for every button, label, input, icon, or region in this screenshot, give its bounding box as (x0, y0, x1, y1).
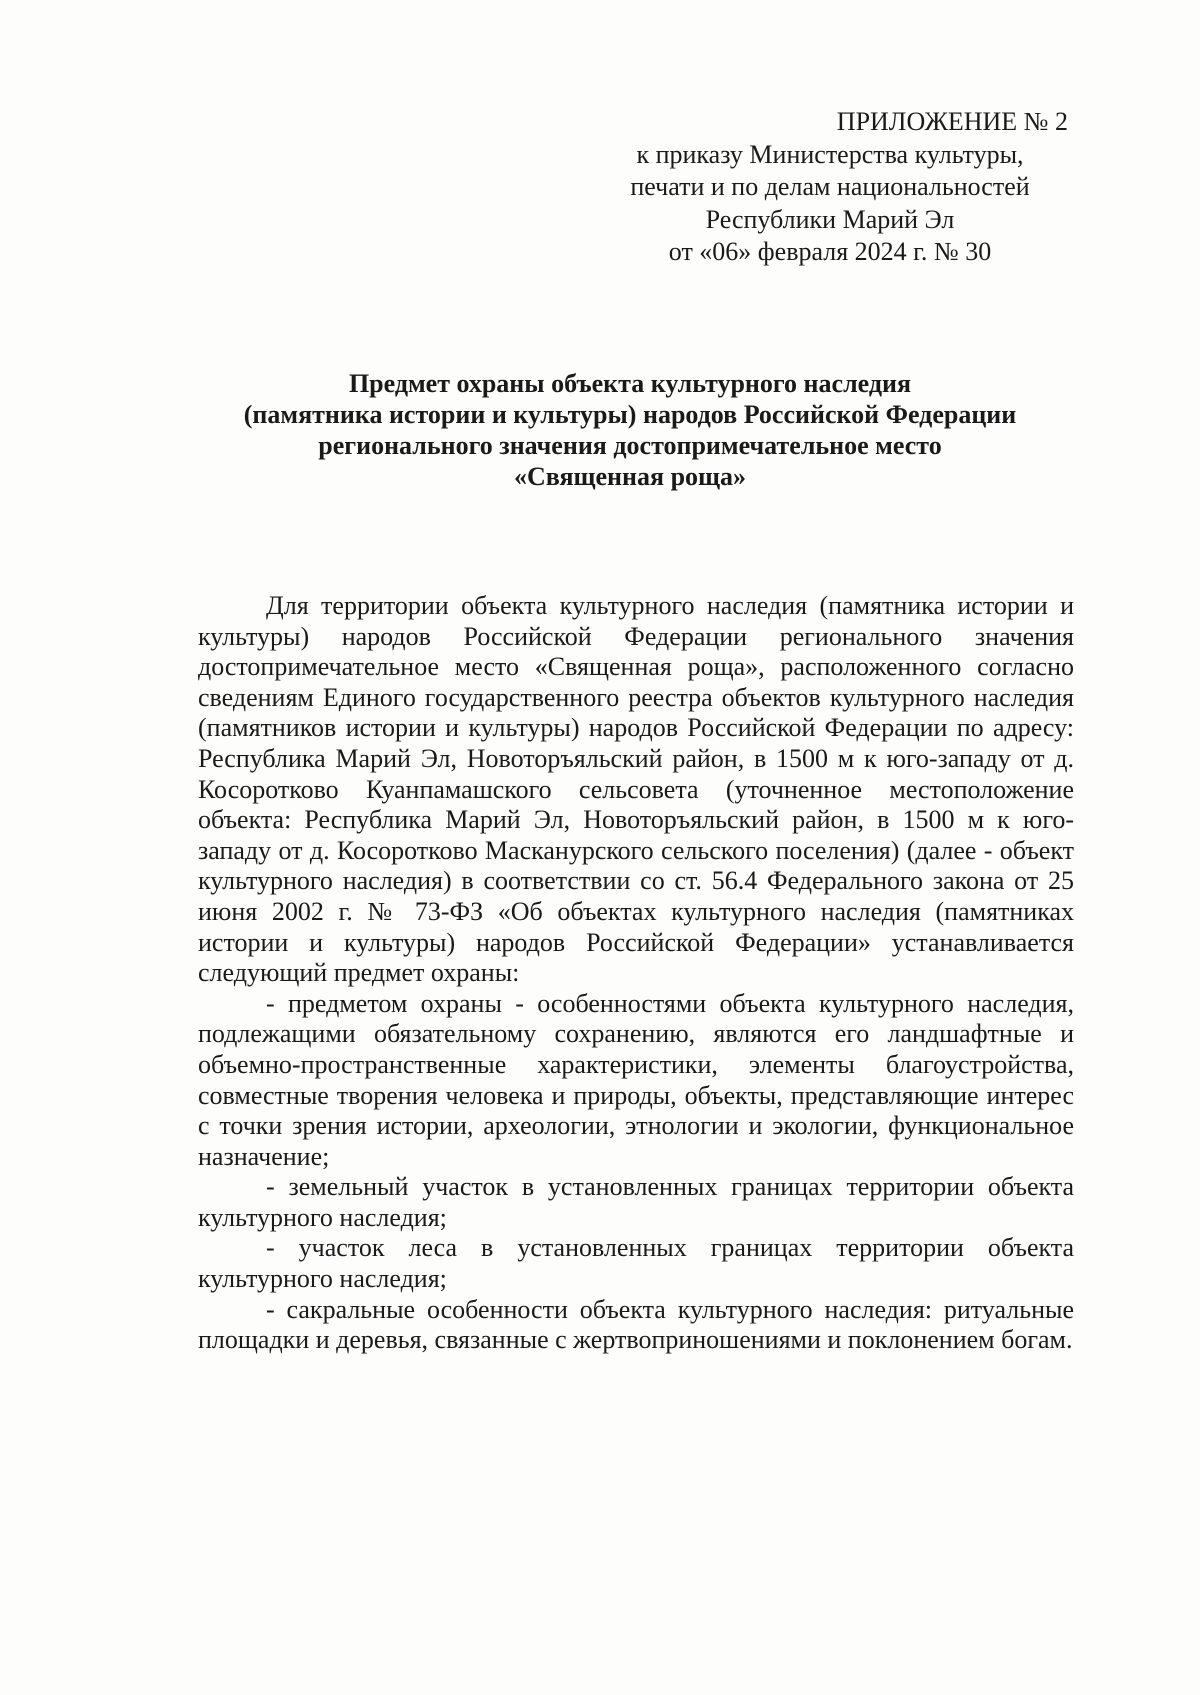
protection-item-land-plot: - земельный участок в установленных границах территории объекта культурного наследия; (198, 1172, 1074, 1232)
appendix-line-order: к приказу Министерства культуры, (636, 139, 1024, 169)
title-line-1: Предмет охраны объекта культурного наследия (348, 369, 912, 398)
appendix-line-republic: Республики Марий Эл (705, 204, 955, 234)
intro-paragraph: Для территории объекта культурного наследия (памятника истории и культуры) народов Российской Федерации регионального значения достопримечательное место «Священная роща», расположенного согласно сведениям Единого государственного реестра объектов культурного наследия (памятников истории и культуры) народов Российской Федерации по адресу: Республика Марий Эл, Новоторъяльский район, в 1500 м к юго-западу от д. Косоротково Куанпамашского сельсовета (уточненное местоположение объекта: Республика Марий Эл, Новоторъяльский район, в 1500 м к юго-западу от д. Косоротково Масканурского сельского поселения) (далее - объект культурного наследия) в соответствии со ст. 56.4 Федерального закона от 25 июня 2002 г. № 73-ФЗ «Об объектах культурного наследия (памятниках истории и культуры) народов Российской Федерации» устанавливается следующий предмет охраны: (198, 591, 1074, 988)
appendix-title: ПРИЛОЖЕНИЕ № 2 (836, 107, 1068, 136)
document-title (150, 368, 1110, 492)
document-body (198, 591, 1074, 1356)
appendix-header (550, 106, 1110, 269)
protection-item-forest-plot: - участок леса в установленных границах территории объекта культурного наследия; (198, 1233, 1074, 1294)
title-line-4: «Священная роща» (514, 462, 746, 491)
title-line-3: регионального значения достопримечательное место (318, 431, 942, 460)
appendix-line-ministry: печати и по делам национальностей (630, 172, 1030, 201)
appendix-line-date: от «06» февраля 2024 г. № 30 (668, 237, 992, 266)
protection-item-sacral: - сакральные особенности объекта культурного наследия: ритуальные площадки и деревья, связанные с жертвоприношениями и поклонением богам. (198, 1294, 1074, 1355)
protection-item-features: - предметом охраны - особенностями объекта культурного наследия, подлежащими обязательному сохранению, являются его ландшафтные и объемно-пространственные характеристики, элементы благоустройства, совместные творения человека и природы, объекты, представляющие интерес с точки зрения истории, археологии, этнологии и экологии, функциональное назначение; (198, 988, 1074, 1171)
title-line-2: (памятника истории и культуры) народов Российской Федерации (243, 400, 1017, 429)
